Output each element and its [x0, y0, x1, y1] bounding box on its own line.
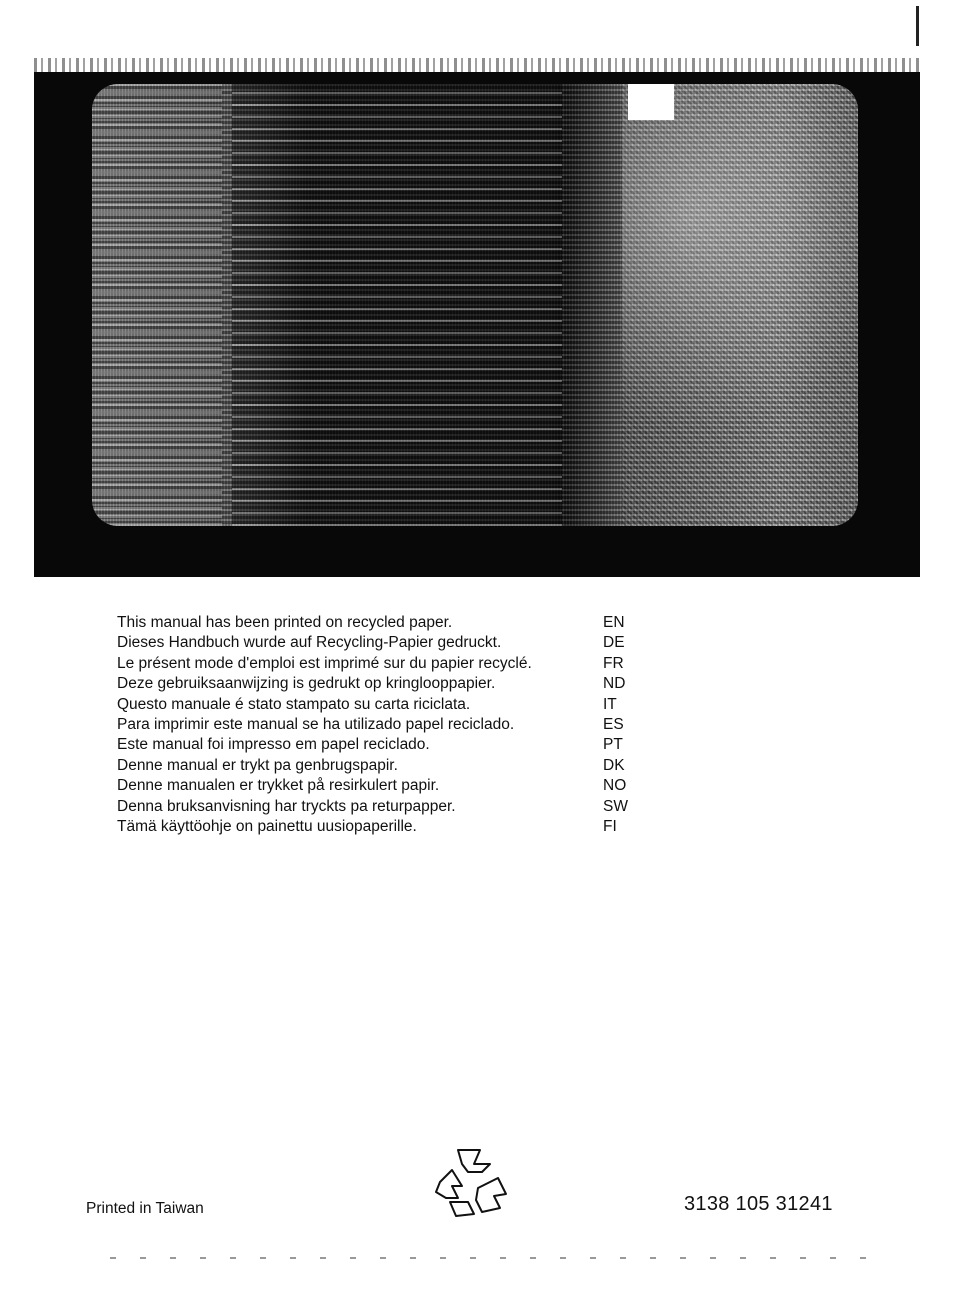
- screen-text-column: [232, 84, 562, 526]
- screen-menu-column: [92, 84, 222, 526]
- printed-in-label: Printed in Taiwan: [86, 1200, 204, 1217]
- notice-text: This manual has been printed on recycled paper.: [117, 614, 453, 631]
- notice-line: [117, 613, 657, 633]
- notice-text: Tämä käyttöohje on painettu uusiopaperille.: [117, 817, 417, 835]
- notice-line: [117, 695, 657, 715]
- notice-line: [117, 756, 657, 776]
- notice-text: Questo manuale é stato stampato su carta riciclata.: [117, 695, 471, 713]
- language-code: IT: [603, 695, 617, 713]
- notice-line: [117, 735, 657, 755]
- notice-text: Dieses Handbuch wurde auf Recycling-Papier gedruckt.: [117, 634, 502, 652]
- notice-line: [117, 817, 657, 837]
- recycled-paper-notice-list: [117, 613, 657, 837]
- screen-image: [92, 84, 858, 526]
- language-code: EN: [603, 614, 625, 631]
- notice-line: [117, 674, 657, 694]
- language-code: FR: [603, 654, 624, 672]
- notice-line: [117, 654, 657, 674]
- scan-bottom-artifacts: [110, 1257, 870, 1259]
- notice-text: Denna bruksanvisning har tryckts pa returpapper.: [117, 797, 456, 815]
- notice-text: Le présent mode d'emploi est imprimé sur du papier recyclé.: [117, 654, 532, 672]
- language-code: NO: [603, 777, 627, 795]
- tv-screen-photo: [34, 72, 920, 577]
- part-number: 3138 105 31241: [684, 1193, 833, 1215]
- notice-text: Este manual foi impresso em papel reciclado.: [117, 736, 430, 754]
- notice-line: [117, 715, 657, 735]
- screen-notch: [628, 84, 674, 120]
- notice-text: Denne manual er trykt pa genbrugspapir.: [117, 756, 398, 774]
- language-code: ND: [603, 675, 626, 693]
- notice-line: [117, 776, 657, 796]
- language-code: ES: [603, 715, 624, 733]
- language-code: PT: [603, 736, 623, 754]
- language-code: FI: [603, 817, 617, 835]
- notice-line: [117, 633, 657, 653]
- language-code: DK: [603, 756, 625, 774]
- recycle-symbol-icon: [428, 1142, 514, 1222]
- notice-text: Deze gebruiksaanwijzing is gedrukt op kringlooppapier.: [117, 675, 496, 693]
- notice-line: [117, 797, 657, 817]
- notice-text: Denne manualen er trykket på resirkulert papir.: [117, 777, 440, 795]
- notice-text: Para imprimir este manual se ha utilizado papel reciclado.: [117, 715, 515, 733]
- language-code: DE: [603, 634, 625, 652]
- screen-picture-area: [622, 84, 858, 526]
- language-code: SW: [603, 797, 628, 815]
- scan-edge-mark: [916, 6, 919, 46]
